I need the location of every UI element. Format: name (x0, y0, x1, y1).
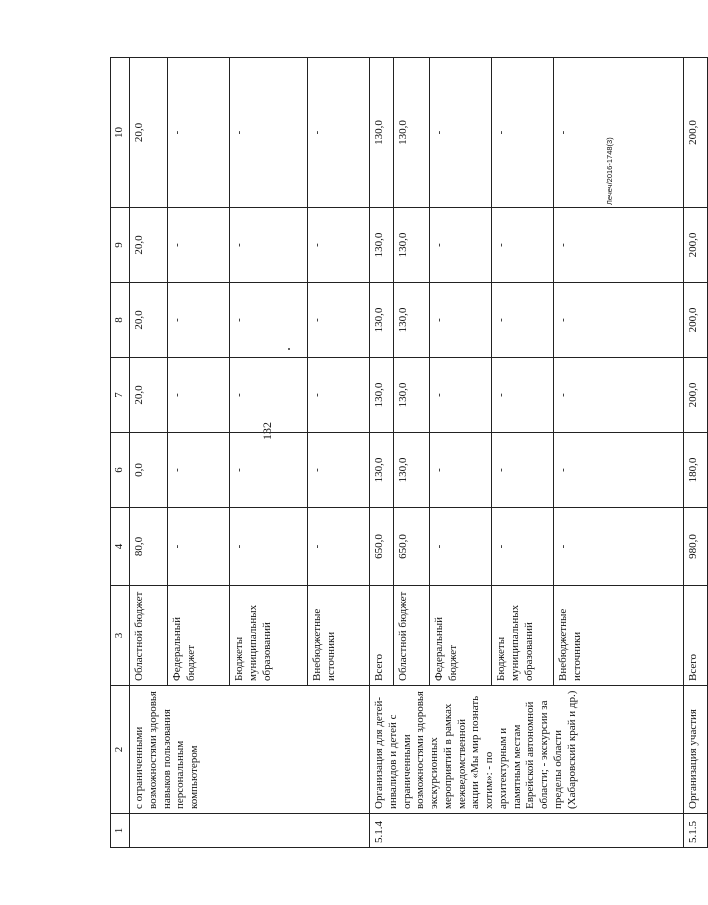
value-cell: 20,0 (130, 283, 168, 358)
value-cell: - (168, 283, 230, 358)
value-cell: 180,0 (684, 433, 708, 508)
value-cell: - (230, 433, 308, 508)
row-number-cell: 5.1.5 (684, 814, 708, 848)
value-cell: - (554, 433, 684, 508)
value-cell: - (492, 58, 554, 208)
source-cell: Внебюджетные источники (554, 586, 684, 686)
value-cell: 80,0 (130, 508, 168, 586)
value-cell: - (492, 208, 554, 283)
source-cell: Областной бюджет (394, 586, 430, 686)
value-cell: 200,0 (684, 283, 708, 358)
value-cell: - (230, 283, 308, 358)
value-cell: - (168, 433, 230, 508)
value-cell: 20,0 (130, 208, 168, 283)
value-cell: - (308, 208, 370, 283)
value-cell: - (230, 58, 308, 208)
value-cell: - (430, 283, 492, 358)
value-cell: 130,0 (370, 208, 394, 283)
value-cell: 200,0 (684, 358, 708, 433)
table-row (684, 58, 708, 848)
header-cell: 3 (111, 586, 130, 686)
page-number: 132 (260, 422, 274, 440)
header-cell: 7 (111, 358, 130, 433)
value-cell: - (492, 283, 554, 358)
value-cell: 20,0 (130, 58, 168, 208)
value-cell: - (554, 58, 684, 208)
value-cell: 130,0 (394, 433, 430, 508)
table-row (130, 58, 168, 848)
value-cell: 130,0 (370, 358, 394, 433)
source-cell: Федеральный бюджет (168, 586, 230, 686)
value-cell: - (492, 508, 554, 586)
value-cell: 130,0 (370, 283, 394, 358)
source-cell: Бюджеты муниципальных образований (492, 586, 554, 686)
value-cell: - (308, 508, 370, 586)
value-cell: 650,0 (370, 508, 394, 586)
source-cell: Всего (684, 586, 708, 686)
value-cell: - (230, 358, 308, 433)
activity-name-cell: Организация участия (684, 686, 708, 814)
value-cell: - (168, 358, 230, 433)
value-cell: - (492, 358, 554, 433)
header-cell: 1 (111, 814, 130, 848)
value-cell: 20,0 (130, 358, 168, 433)
value-cell: - (430, 358, 492, 433)
value-cell: - (430, 433, 492, 508)
source-cell: Всего (370, 586, 394, 686)
value-cell: 200,0 (684, 208, 708, 283)
value-cell: - (230, 208, 308, 283)
value-cell: - (308, 58, 370, 208)
value-cell: - (168, 208, 230, 283)
value-cell: 130,0 (394, 358, 430, 433)
value-cell: 130,0 (394, 283, 430, 358)
value-cell: - (168, 508, 230, 586)
value-cell: - (230, 508, 308, 586)
budget-table (110, 57, 708, 848)
document-stamp: Лечеч/2016-1748(3) (605, 137, 614, 205)
value-cell: 130,0 (394, 58, 430, 208)
value-cell: - (554, 283, 684, 358)
row-number-cell (130, 814, 370, 848)
value-cell: 130,0 (370, 58, 394, 208)
header-row (111, 58, 130, 848)
value-cell: - (308, 433, 370, 508)
header-cell: 8 (111, 283, 130, 358)
source-cell: Внебюджетные источники (308, 586, 370, 686)
activity-name-cell: с ограниченными возможностями здоровья навыков пользования персональным компьютером (130, 686, 370, 814)
value-cell: 0,0 (130, 433, 168, 508)
table-row (370, 58, 394, 848)
value-cell: - (554, 208, 684, 283)
value-cell: - (554, 358, 684, 433)
value-cell: - (430, 508, 492, 586)
header-cell: 9 (111, 208, 130, 283)
header-cell: 6 (111, 433, 130, 508)
value-cell: 200,0 (684, 58, 708, 208)
value-cell: - (492, 433, 554, 508)
value-cell: 980,0 (684, 508, 708, 586)
header-cell: 2 (111, 686, 130, 814)
value-cell: - (308, 283, 370, 358)
value-cell: 650,0 (394, 508, 430, 586)
value-cell: - (430, 58, 492, 208)
value-cell: - (168, 58, 230, 208)
value-cell: - (554, 508, 684, 586)
row-number-cell: 5.1.4 (370, 814, 684, 848)
header-cell: 10 (111, 58, 130, 208)
source-cell: Бюджеты муниципальных образований (230, 586, 308, 686)
value-cell: - (430, 208, 492, 283)
value-cell: 130,0 (394, 208, 430, 283)
header-cell: 4 (111, 508, 130, 586)
activity-name-cell: Организация для детей-инвалидов и детей с ограниченными возможностями здоровья экскурсионных мероприятий в рамках межведомственной акции «Мы мир познать хотим»: - по архитектурным и памятным местам Еврейской автономной области; - экскурсии за пределы области (Хабаровский край и др.) (370, 686, 684, 814)
value-cell: 130,0 (370, 433, 394, 508)
value-cell: - (308, 358, 370, 433)
source-cell: Федеральный бюджет (430, 586, 492, 686)
source-cell: Областной бюджет (130, 586, 168, 686)
